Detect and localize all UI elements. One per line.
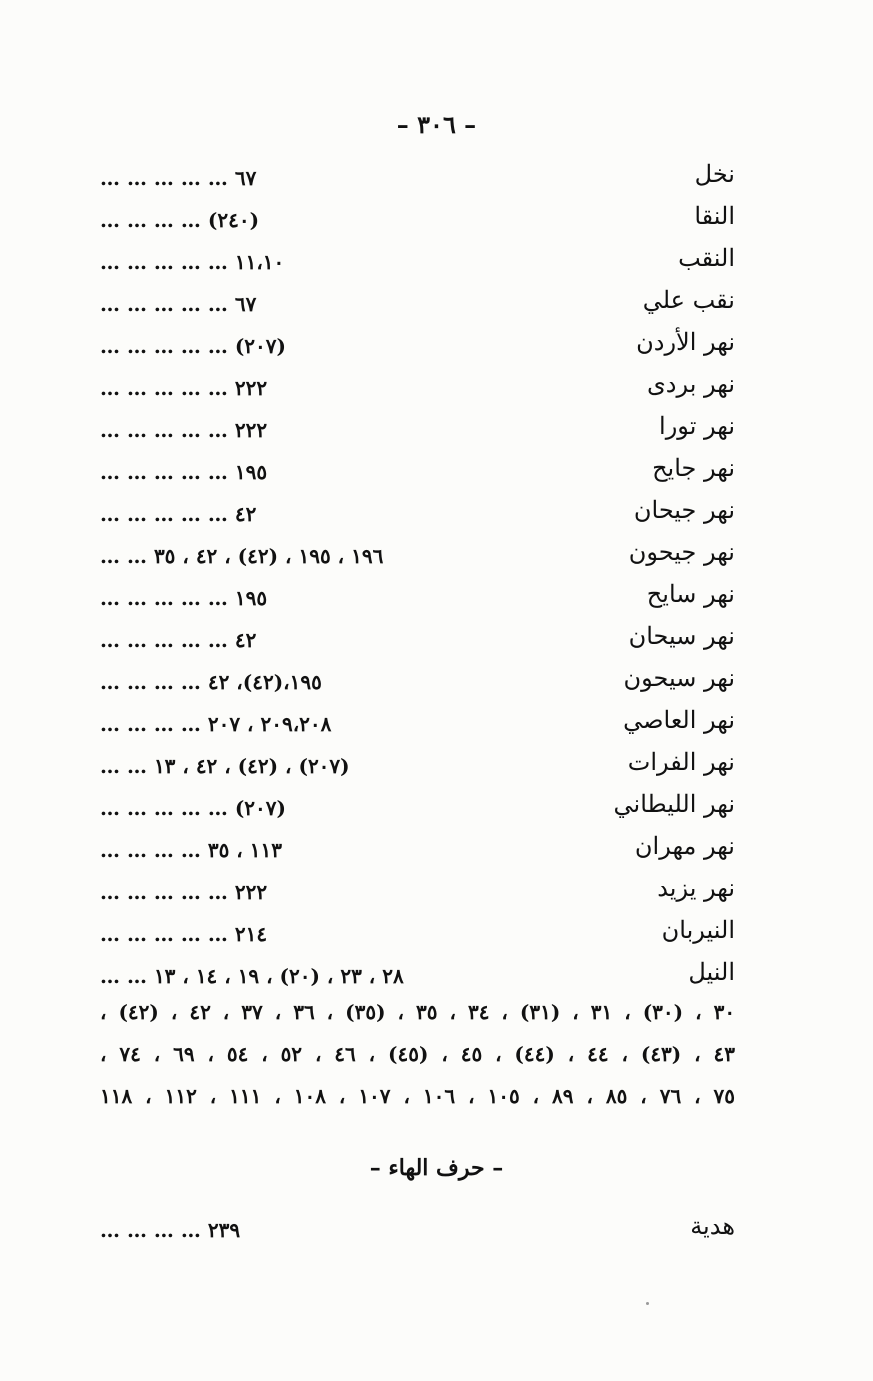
entry-refs: ١١،١٠ … … … … … (100, 250, 285, 274)
entry-term: نهر الفرات (627, 748, 735, 776)
nile-continuation-line: ٧٥ ، ٧٦ ، ٨٥ ، ٨٩ ، ١٠٥ ، ١٠٦ ، ١٠٧ ، ١٠٨ ، ١١١ ، ١١٢ ، ١١٨ (100, 1084, 736, 1108)
index-row (0, 748, 873, 790)
entry-term: نخل (694, 160, 735, 188)
entry-term: نهر تورا (659, 412, 735, 440)
entry-refs: ٢٢٢ … … … … … (100, 418, 268, 442)
entry-term: النقا (694, 202, 735, 230)
index-row (0, 790, 873, 832)
entry-refs: (٢٠٧) ، (٤٢) ، ٤٢ ، ١٣ … … (100, 754, 350, 778)
index-row (0, 580, 873, 622)
nile-continuation-line: ٣٠ ، (٣٠) ، ٣١ ، (٣١) ، ٣٤ ، ٣٥ ، (٣٥) ، ٣٦ ، ٣٧ ، ٤٢ ، (٤٢) ، (100, 1000, 736, 1024)
index-row (0, 496, 873, 538)
entry-refs: ١٩٥ … … … … … (100, 586, 268, 610)
entry-refs: ٢١٤ … … … … … (100, 922, 268, 946)
entry-term: نهر سايح (646, 580, 735, 608)
entry-term: النيل (688, 958, 735, 986)
entry-refs: ٢٠٩،٢٠٨ ، ٢٠٧ … … … … (100, 712, 332, 736)
entry-refs: ١٩٥ … … … … … (100, 460, 268, 484)
entry-refs: ٢٢٢ … … … … … (100, 376, 268, 400)
entry-refs: (٢٠٧) … … … … … (100, 796, 286, 820)
index-row (0, 874, 873, 916)
entry-refs: ١٩٥،(٤٢)، ٤٢ … … … … (100, 670, 322, 694)
index-row (0, 706, 873, 748)
entry-term: نهر يزيد (657, 874, 735, 902)
entry-refs: ١١٣ ، ٣٥ … … … … (100, 838, 282, 862)
entry-term: النيربان (661, 916, 735, 944)
entry-refs: ٢٣٩ … … … … (100, 1218, 241, 1242)
entry-term: هدية (690, 1212, 735, 1240)
entry-term: نهر الأردن (636, 328, 735, 356)
entry-refs: ٢٨ ، ٢٣ ، (٢٠) ، ١٩ ، ١٤ ، ١٣ … … (100, 964, 404, 988)
entry-term: نهر سيحان (628, 622, 735, 650)
continuation-row (0, 1084, 873, 1126)
entry-refs: ٤٢ … … … … … (100, 502, 257, 526)
index-row (0, 664, 873, 706)
entry-term: النقب (678, 244, 735, 272)
entry-refs: (٢٠٧) … … … … … (100, 334, 286, 358)
index-row (0, 1212, 873, 1254)
index-row (0, 622, 873, 664)
entry-term: نهر بردى (646, 370, 735, 398)
index-row (0, 538, 873, 580)
paper-speck (646, 1302, 649, 1305)
index-row (0, 370, 873, 412)
entry-term: نهر مهران (634, 832, 735, 860)
section-heading: – حرف الهاء – (369, 1155, 504, 1181)
entry-term: نهر سيحون (623, 664, 735, 692)
nile-continuation-line: ٤٣ ، (٤٣) ، ٤٤ ، (٤٤) ، ٤٥ ، (٤٥) ، ٤٦ ، ٥٢ ، ٥٤ ، ٦٩ ، ٧٤ ، (100, 1042, 735, 1066)
page-number: – ٣٠٦ – (396, 110, 477, 139)
entry-refs: (٢٤٠) … … … … (100, 208, 260, 232)
index-row (0, 454, 873, 496)
continuation-row (0, 1000, 873, 1042)
index-row (0, 202, 873, 244)
continuation-row (0, 1042, 873, 1084)
entry-term: نقب علي (642, 286, 735, 314)
index-entries (0, 160, 873, 1126)
index-row (0, 328, 873, 370)
index-row (0, 832, 873, 874)
index-row (0, 412, 873, 454)
index-row (0, 958, 873, 1000)
entry-refs: ٦٧ … … … … … (100, 166, 257, 190)
entry-refs: ٢٢٢ … … … … … (100, 880, 268, 904)
entry-term: نهر الليطاني (613, 790, 735, 818)
entry-refs: ٦٧ … … … … … (100, 292, 257, 316)
entry-refs: ٤٢ … … … … … (100, 628, 257, 652)
entry-term: نهر جيحون (628, 538, 735, 566)
entry-term: نهر جيحان (633, 496, 735, 524)
index-row (0, 916, 873, 958)
index-row (0, 244, 873, 286)
entry-term: نهر العاصي (623, 706, 735, 734)
entry-term: نهر جايح (652, 454, 735, 482)
index-row (0, 160, 873, 202)
entry-refs: ١٩٦ ، ١٩٥ ، (٤٢) ، ٤٢ ، ٣٥ … … (100, 544, 384, 568)
index-row (0, 286, 873, 328)
